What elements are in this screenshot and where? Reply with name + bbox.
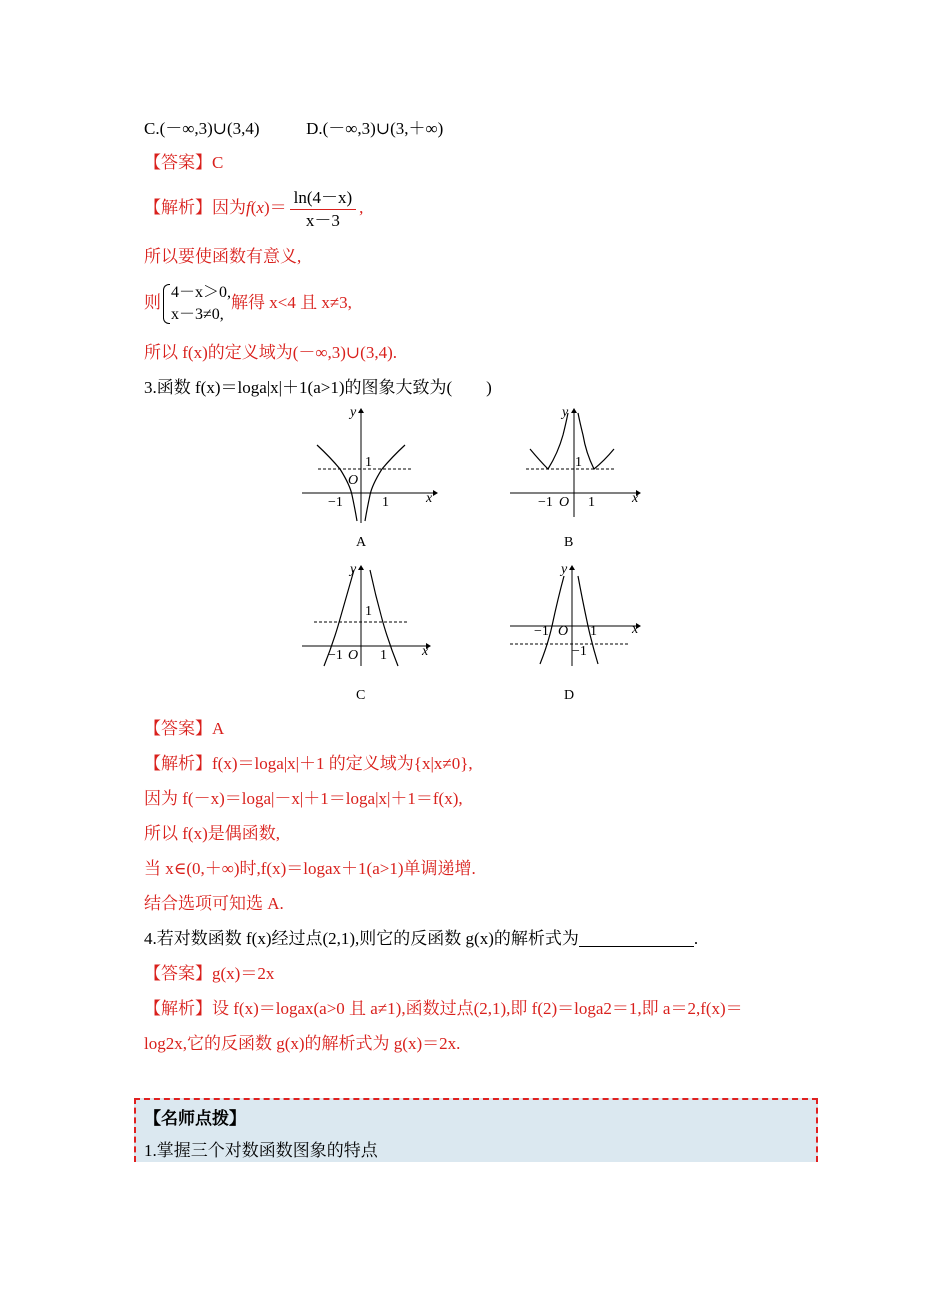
option-c: C.(－∞,3)∪(3,4) [144, 119, 260, 138]
q4-explanation-2: log2x,它的反函数 g(x)的解析式为 g(x)＝2x. [144, 1034, 461, 1053]
tick-label: 1 [365, 604, 372, 619]
answer-value: g(x)＝2x [212, 964, 275, 983]
answer-label: 【答案】 [144, 719, 212, 738]
system-row-1: 4－x＞0, [171, 284, 232, 301]
q3-answer [144, 718, 224, 740]
tick-label: 1 [365, 455, 372, 470]
exp-text: f(x)＝loga|x|＋1 的定义域为{x|x≠0}, [212, 754, 473, 773]
answer-value: A [212, 719, 225, 738]
answer-value: C [212, 153, 224, 172]
q3-explanation-4: 当 x∈(0,＋∞)时,f(x)＝logax＋1(a>1)单调递增. [144, 859, 476, 878]
explanation-label: 【解析】 [144, 198, 212, 217]
exp-text: 因为 [212, 198, 246, 217]
origin-label: O [558, 624, 569, 639]
tick-label: 1 [590, 624, 597, 639]
tick-label: −1 [328, 495, 343, 510]
tick-label: −1 [328, 648, 343, 663]
tick-label: 1 [380, 648, 387, 663]
graph-a: y x 1 O −1 1 A [300, 405, 440, 555]
q3-explanation-5: 结合选项可知选 A. [144, 894, 284, 913]
q4-question-text: 4.若对数函数 f(x)经过点(2,1),则它的反函数 g(x)的解析式为 [144, 929, 579, 948]
tip-title: 【名师点拨】 [144, 1109, 246, 1128]
tip-line-1: 1.掌握三个对数函数图象的特点 [144, 1141, 378, 1160]
origin-label: O [348, 648, 359, 663]
q4-answer [144, 963, 274, 985]
exp-text: 设 f(x)＝logax(a>0 且 a≠1),函数过点(2,1),即 f(2)＝loga2＝1,即 a＝2,f(x)＝ [212, 999, 743, 1018]
tick-label: −1 [538, 495, 553, 510]
q3-explanation-2: 因为 f(－x)＝loga|－x|＋1＝loga|x|＋1＝f(x), [144, 789, 463, 808]
explanation-label: 【解析】 [144, 754, 212, 773]
system-row-2: x－3≠0, [171, 306, 224, 323]
q2-options [144, 118, 443, 140]
origin-label: O [559, 495, 570, 510]
graph-c: y x 1 −1 O 1 C [300, 560, 440, 710]
tick-label: −1 [572, 644, 587, 659]
q2-explanation-1: 【解析】因为f(x)＝ $\frac{\ln(4-x)}{x-3}$ , [144, 187, 364, 230]
fraction-numerator: ln(4－x) [290, 188, 357, 210]
q3-explanation-1 [144, 753, 473, 775]
option-d: D.(－∞,3)∪(3,＋∞) [306, 119, 444, 138]
system-brace [161, 282, 231, 326]
fraction [290, 188, 357, 231]
tick-label: 1 [382, 495, 389, 510]
origin-label: O [348, 473, 359, 488]
q2-explanation-3 [144, 282, 352, 326]
tick-label: 1 [575, 455, 582, 470]
q3-question: 3.函数 f(x)＝loga|x|＋1(a>1)的图象大致为( ) [144, 378, 492, 397]
graph-label: B [564, 535, 574, 550]
q4-explanation-1 [144, 998, 743, 1020]
tick-label: 1 [588, 495, 595, 510]
tick-label: −1 [534, 624, 549, 639]
graph-b: y x 1 −1 O 1 B [508, 405, 648, 555]
exp-text: 则 [144, 292, 161, 312]
fraction-denominator: x－3 [305, 210, 340, 230]
graph-label: A [356, 535, 367, 550]
exp-text: 解得 x<4 且 x≠3, [231, 292, 352, 312]
q2-answer [144, 152, 223, 174]
q2-explanation-2: 所以要使函数有意义, [144, 247, 302, 266]
teacher-tip-box [134, 1098, 818, 1162]
q4-question: 4.若对数函数 f(x)经过点(2,1),则它的反函数 g(x)的解析式为 . [144, 929, 699, 948]
explanation-label: 【解析】 [144, 999, 212, 1018]
q2-explanation-4: 所以 f(x)的定义域为(－∞,3)∪(3,4). [144, 343, 397, 362]
q3-explanation-3: 所以 f(x)是偶函数, [144, 824, 280, 843]
graph-d: y x −1 O 1 −1 D [508, 560, 648, 710]
answer-blank[interactable] [579, 928, 694, 947]
answer-label: 【答案】 [144, 964, 212, 983]
graph-label: C [356, 688, 366, 703]
answer-label: 【答案】 [144, 153, 212, 172]
graph-label: D [564, 688, 575, 703]
